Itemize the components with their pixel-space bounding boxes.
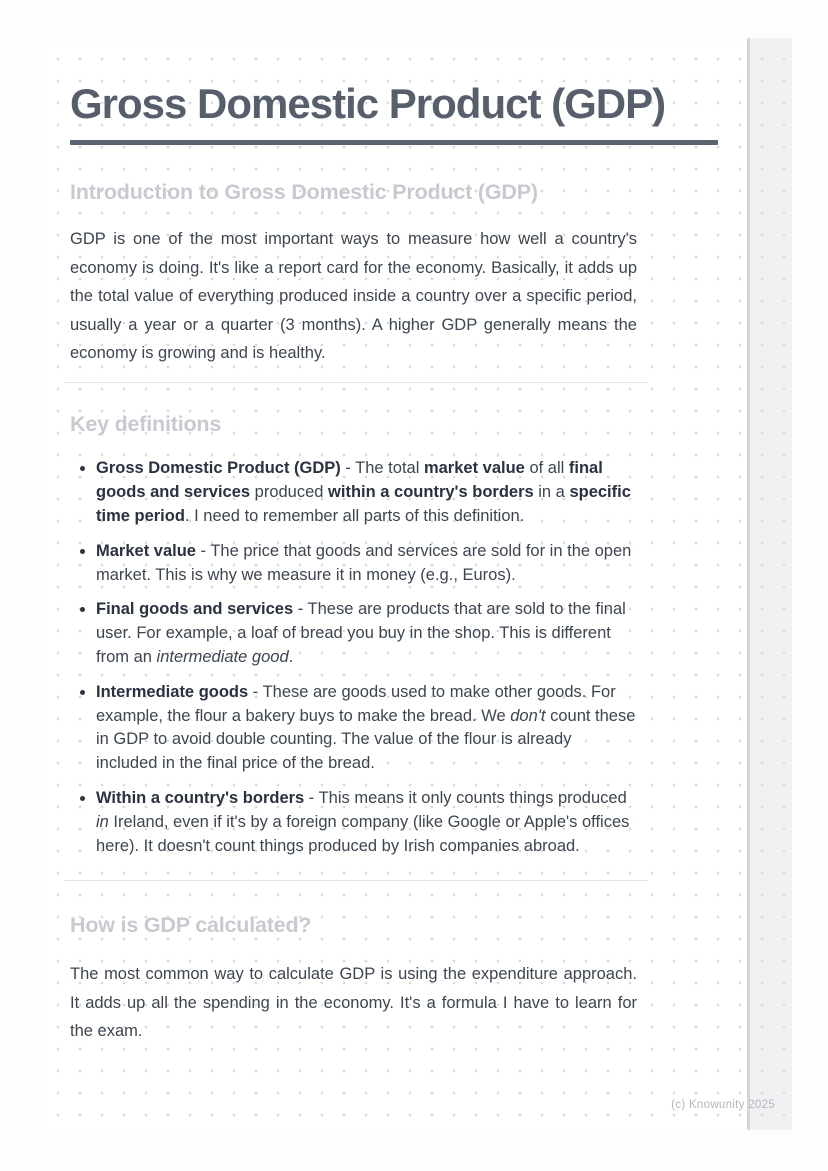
section-divider [64, 880, 648, 881]
page-title: Gross Domestic Product (GDP) [70, 80, 666, 127]
footer-copyright: (c) Knowunity 2025 [671, 1099, 775, 1111]
section-divider [64, 382, 648, 383]
intro-paragraph: GDP is one of the most important ways to measure how well a country's economy is doing. It's like a report card for the economy. Basically, it adds up the total value of everything produced inside a country over a specific period, usually a year or a quarter (3 months). A higher GDP generally means the economy is growing and is healthy. [70, 230, 637, 363]
section-heading-calculation: How is GDP calculated? [70, 913, 312, 938]
list-item: Intermediate goods - These are goods used to make other goods. For example, the flour a bakery buys to make the bread. We don't count these in GDP to avoid double counting. The value of the flour is already included in the final price of the bread. [70, 681, 637, 776]
next-page-edge [750, 38, 792, 1130]
definitions-list [70, 457, 637, 858]
notebook-page [42, 42, 747, 1128]
title-rule [70, 140, 718, 145]
section-heading-definitions: Key definitions [70, 411, 222, 436]
list-item: Final goods and services - These are products that are sold to the final user. For example, a loaf of bread you buy in the shop. This is different from an intermediate good. [70, 598, 637, 669]
section-heading-intro: Introduction to Gross Domestic Product (GDP) [70, 180, 538, 205]
list-item: Within a country's borders - This means it only counts things produced in Ireland, even if it's by a foreign company (like Google or Apple's offices here). It doesn't count things produced by Irish companies abroad. [70, 787, 637, 858]
calculation-paragraph: The most common way to calculate GDP is using the expenditure approach. It adds up all the spending in the economy. It's a formula I have to learn for the exam. [70, 965, 637, 1041]
document-content [70, 42, 718, 1046]
list-item: Market value - The price that goods and services are sold for in the open market. This is why we measure it in money (e.g., Euros). [70, 540, 637, 588]
list-item: Gross Domestic Product (GDP) - The total market value of all final goods and services produced within a country's borders in a specific time period. I need to remember all parts of this definition. [70, 457, 637, 528]
